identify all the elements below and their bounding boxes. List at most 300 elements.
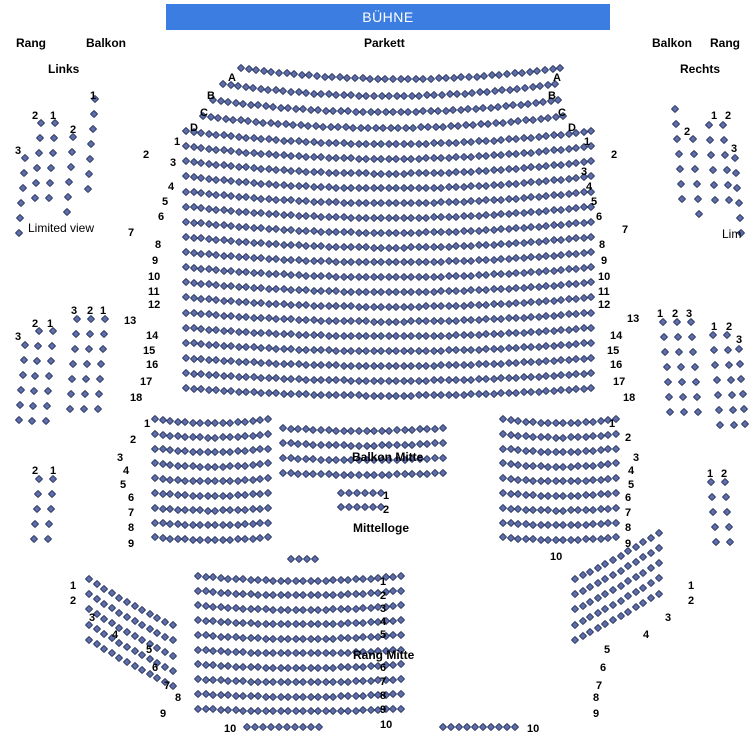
seat[interactable] [736, 360, 744, 368]
seat[interactable] [452, 227, 460, 235]
seat[interactable] [467, 360, 475, 368]
seat[interactable] [579, 294, 587, 302]
seat[interactable] [374, 574, 382, 582]
seat[interactable] [611, 459, 619, 467]
seat[interactable] [467, 375, 475, 383]
seat[interactable] [586, 598, 594, 606]
seat[interactable] [708, 166, 716, 174]
seat[interactable] [624, 547, 632, 555]
seat[interactable] [497, 329, 505, 337]
seat[interactable] [359, 662, 367, 670]
seat[interactable] [431, 439, 439, 447]
seat[interactable] [708, 493, 716, 501]
seat[interactable] [18, 184, 26, 192]
seat[interactable] [724, 523, 732, 531]
seat[interactable] [511, 723, 519, 731]
seat[interactable] [688, 333, 696, 341]
seat[interactable] [344, 692, 352, 700]
seat[interactable] [735, 345, 743, 353]
seat[interactable] [542, 207, 550, 215]
seat[interactable] [344, 648, 352, 656]
seat[interactable] [182, 218, 190, 226]
seat[interactable] [241, 432, 249, 440]
seat[interactable] [604, 490, 612, 498]
seat[interactable] [601, 620, 609, 628]
seat[interactable] [639, 538, 647, 546]
seat[interactable] [269, 678, 277, 686]
seat[interactable] [587, 293, 595, 301]
seat[interactable] [611, 533, 619, 541]
seat[interactable] [64, 193, 72, 201]
seat[interactable] [714, 391, 722, 399]
seat[interactable] [497, 195, 505, 203]
seat[interactable] [736, 214, 744, 222]
seat[interactable] [706, 136, 714, 144]
seat[interactable] [94, 405, 102, 413]
seat[interactable] [587, 369, 595, 377]
seat[interactable] [96, 375, 104, 383]
seat[interactable] [497, 240, 505, 248]
seat[interactable] [437, 272, 445, 280]
seat[interactable] [407, 169, 415, 177]
seat[interactable] [482, 300, 490, 308]
seat[interactable] [546, 97, 554, 105]
seat[interactable] [730, 421, 738, 429]
seat[interactable] [728, 391, 736, 399]
seat[interactable] [710, 346, 718, 354]
seat[interactable] [438, 469, 446, 477]
seat[interactable] [572, 325, 580, 333]
seat[interactable] [211, 477, 219, 485]
seat[interactable] [482, 196, 490, 204]
seat[interactable] [374, 588, 382, 596]
seat[interactable] [226, 418, 234, 426]
seat[interactable] [467, 197, 475, 205]
seat[interactable] [690, 363, 698, 371]
seat[interactable] [564, 235, 572, 243]
seat[interactable] [427, 74, 435, 82]
seat[interactable] [248, 520, 256, 528]
seat[interactable] [34, 149, 42, 157]
seat[interactable] [542, 177, 550, 185]
seat[interactable] [534, 163, 542, 171]
seat[interactable] [551, 113, 559, 121]
seat[interactable] [589, 447, 597, 455]
seat[interactable] [437, 376, 445, 384]
seat[interactable] [589, 491, 597, 499]
seat[interactable] [467, 390, 475, 398]
seat[interactable] [512, 344, 520, 352]
seat[interactable] [68, 148, 76, 156]
seat[interactable] [512, 135, 520, 143]
seat[interactable] [80, 405, 88, 413]
seat[interactable] [528, 83, 536, 91]
seat[interactable] [396, 616, 404, 624]
seat[interactable] [497, 151, 505, 159]
seat[interactable] [556, 64, 564, 72]
seat[interactable] [712, 376, 720, 384]
seat[interactable] [624, 577, 632, 585]
seat[interactable] [539, 98, 547, 106]
seat[interactable] [693, 393, 701, 401]
seat[interactable] [28, 417, 36, 425]
seat[interactable] [594, 594, 602, 602]
seat[interactable] [407, 258, 415, 266]
seat[interactable] [15, 229, 23, 237]
seat[interactable] [596, 417, 604, 425]
seat[interactable] [514, 117, 522, 125]
seat[interactable] [85, 170, 93, 178]
seat[interactable] [351, 633, 359, 641]
seat[interactable] [408, 440, 416, 448]
seat[interactable] [101, 315, 109, 323]
seat[interactable] [437, 198, 445, 206]
seat[interactable] [21, 154, 29, 162]
seat[interactable] [738, 390, 746, 398]
seat[interactable] [43, 402, 51, 410]
seat[interactable] [396, 601, 404, 609]
seat[interactable] [407, 317, 415, 325]
seat[interactable] [424, 123, 432, 131]
seat[interactable] [226, 448, 234, 456]
seat[interactable] [35, 475, 43, 483]
seat[interactable] [439, 122, 447, 130]
seat[interactable] [45, 372, 53, 380]
seat[interactable] [263, 444, 271, 452]
seat[interactable] [654, 559, 662, 567]
seat[interactable] [564, 385, 572, 393]
seat[interactable] [609, 586, 617, 594]
seat[interactable] [256, 504, 264, 512]
seat[interactable] [579, 128, 587, 136]
seat[interactable] [534, 222, 542, 230]
seat[interactable] [263, 518, 271, 526]
seat[interactable] [601, 605, 609, 613]
seat[interactable] [722, 166, 730, 174]
seat[interactable] [95, 390, 103, 398]
seat[interactable] [659, 318, 667, 326]
seat[interactable] [32, 357, 40, 365]
seat[interactable] [84, 185, 92, 193]
seat[interactable] [557, 236, 565, 244]
seat[interactable] [329, 576, 337, 584]
seat[interactable] [35, 327, 43, 335]
seat[interactable] [557, 281, 565, 289]
seat[interactable] [73, 315, 81, 323]
seat[interactable] [721, 151, 729, 159]
seat[interactable] [482, 152, 490, 160]
seat[interactable] [81, 390, 89, 398]
seat[interactable] [692, 180, 700, 188]
seat[interactable] [438, 454, 446, 462]
seat[interactable] [512, 224, 520, 232]
seat[interactable] [32, 505, 40, 513]
seat[interactable] [542, 162, 550, 170]
seat[interactable] [586, 613, 594, 621]
seat[interactable] [329, 663, 337, 671]
seat[interactable] [263, 474, 271, 482]
seat[interactable] [474, 316, 482, 324]
seat[interactable] [374, 618, 382, 626]
seat[interactable] [572, 144, 580, 152]
seat[interactable] [482, 181, 490, 189]
seat[interactable] [226, 462, 234, 470]
seat[interactable] [589, 520, 597, 528]
seat[interactable] [587, 354, 595, 362]
seat[interactable] [407, 184, 415, 192]
seat[interactable] [587, 308, 595, 316]
seat[interactable] [724, 346, 732, 354]
seat[interactable] [574, 535, 582, 543]
seat[interactable] [359, 706, 367, 714]
seat[interactable] [712, 538, 720, 546]
seat[interactable] [452, 138, 460, 146]
seat[interactable] [512, 194, 520, 202]
seat[interactable] [48, 149, 56, 157]
seat[interactable] [497, 344, 505, 352]
seat[interactable] [68, 375, 76, 383]
seat[interactable] [471, 104, 479, 112]
seat[interactable] [611, 415, 619, 423]
seat[interactable] [359, 691, 367, 699]
seat[interactable] [534, 133, 542, 141]
seat[interactable] [92, 580, 100, 588]
seat[interactable] [559, 433, 567, 441]
seat[interactable] [675, 348, 683, 356]
seat[interactable] [604, 504, 612, 512]
seat[interactable] [87, 315, 95, 323]
seat[interactable] [88, 125, 96, 133]
seat[interactable] [344, 590, 352, 598]
seat[interactable] [431, 454, 439, 462]
seat[interactable] [572, 385, 580, 393]
seat[interactable] [374, 662, 382, 670]
seat[interactable] [467, 271, 475, 279]
seat[interactable] [168, 682, 176, 690]
seat[interactable] [314, 591, 322, 599]
seat[interactable] [661, 348, 669, 356]
seat[interactable] [715, 406, 723, 414]
seat[interactable] [691, 165, 699, 173]
seat[interactable] [564, 205, 572, 213]
seat[interactable] [611, 518, 619, 526]
seat[interactable] [579, 249, 587, 257]
seat[interactable] [587, 202, 595, 210]
seat[interactable] [687, 318, 695, 326]
seat[interactable] [18, 371, 26, 379]
seat[interactable] [589, 432, 597, 440]
seat[interactable] [660, 333, 668, 341]
seat[interactable] [557, 130, 565, 138]
seat[interactable] [594, 624, 602, 632]
seat[interactable] [519, 164, 527, 172]
seat[interactable] [601, 560, 609, 568]
seat[interactable] [609, 616, 617, 624]
seat[interactable] [694, 195, 702, 203]
seat[interactable] [87, 140, 95, 148]
seat[interactable] [501, 102, 509, 110]
seat[interactable] [377, 503, 385, 511]
seat[interactable] [543, 81, 551, 89]
seat[interactable] [506, 118, 514, 126]
seat[interactable] [564, 175, 572, 183]
seat[interactable] [497, 166, 505, 174]
seat[interactable] [468, 89, 476, 97]
seat[interactable] [168, 651, 176, 659]
seat[interactable] [83, 360, 91, 368]
seat[interactable] [647, 533, 655, 541]
seat[interactable] [740, 405, 748, 413]
seat[interactable] [723, 508, 731, 516]
seat[interactable] [437, 346, 445, 354]
seat[interactable] [596, 446, 604, 454]
seat[interactable] [389, 572, 397, 580]
seat[interactable] [557, 266, 565, 274]
seat[interactable] [69, 360, 77, 368]
seat[interactable] [531, 99, 539, 107]
seat[interactable] [437, 287, 445, 295]
seat[interactable] [49, 327, 57, 335]
seat[interactable] [504, 225, 512, 233]
seat[interactable] [665, 393, 673, 401]
seat[interactable] [616, 552, 624, 560]
seat[interactable] [604, 430, 612, 438]
seat[interactable] [467, 167, 475, 175]
seat[interactable] [20, 356, 28, 364]
seat[interactable] [601, 590, 609, 598]
seat[interactable] [527, 148, 535, 156]
seat[interactable] [564, 160, 572, 168]
seat[interactable] [616, 567, 624, 575]
seat[interactable] [654, 574, 662, 582]
seat[interactable] [467, 138, 475, 146]
seat[interactable] [587, 127, 595, 135]
seat[interactable] [529, 115, 537, 123]
seat[interactable] [654, 529, 662, 537]
seat[interactable] [632, 603, 640, 611]
seat[interactable] [392, 258, 400, 266]
seat[interactable] [674, 150, 682, 158]
seat[interactable] [437, 183, 445, 191]
seat[interactable] [489, 240, 497, 248]
seat[interactable] [423, 454, 431, 462]
seat[interactable] [438, 424, 446, 432]
seat[interactable] [664, 378, 672, 386]
seat[interactable] [284, 678, 292, 686]
seat[interactable] [438, 439, 446, 447]
seat[interactable] [86, 330, 94, 338]
seat[interactable] [50, 134, 58, 142]
seat[interactable] [709, 508, 717, 516]
seat[interactable] [366, 677, 374, 685]
seat[interactable] [572, 340, 580, 348]
seat[interactable] [248, 461, 256, 469]
seat[interactable] [92, 610, 100, 618]
seat[interactable] [314, 620, 322, 628]
seat[interactable] [317, 346, 325, 354]
seat[interactable] [587, 248, 595, 256]
seat[interactable] [42, 417, 50, 425]
seat[interactable] [44, 387, 52, 395]
seat[interactable] [21, 341, 29, 349]
seat[interactable] [241, 447, 249, 455]
seat[interactable] [596, 520, 604, 528]
seat[interactable] [362, 258, 370, 266]
seat[interactable] [489, 226, 497, 234]
seat[interactable] [452, 346, 460, 354]
seat[interactable] [559, 477, 567, 485]
seat[interactable] [254, 605, 262, 613]
seat[interactable] [737, 229, 745, 237]
seat[interactable] [299, 649, 307, 657]
seat[interactable] [48, 490, 56, 498]
seat[interactable] [571, 620, 579, 628]
seat[interactable] [497, 210, 505, 218]
seat[interactable] [332, 213, 340, 221]
seat[interactable] [299, 678, 307, 686]
seat[interactable] [542, 192, 550, 200]
seat[interactable] [519, 179, 527, 187]
seat[interactable] [544, 477, 552, 485]
seat[interactable] [589, 461, 597, 469]
seat[interactable] [587, 384, 595, 392]
seat[interactable] [519, 194, 527, 202]
seat[interactable] [409, 123, 417, 131]
seat[interactable] [542, 132, 550, 140]
seat[interactable] [336, 620, 344, 628]
seat[interactable] [586, 583, 594, 591]
seat[interactable] [587, 142, 595, 150]
seat[interactable] [662, 363, 670, 371]
seat[interactable] [624, 562, 632, 570]
seat[interactable] [709, 331, 717, 339]
seat[interactable] [482, 226, 490, 234]
seat[interactable] [389, 631, 397, 639]
seat[interactable] [527, 238, 535, 246]
seat[interactable] [497, 359, 505, 367]
seat[interactable] [572, 264, 580, 272]
seat[interactable] [564, 220, 572, 228]
seat[interactable] [497, 136, 505, 144]
seat[interactable] [482, 330, 490, 338]
seat[interactable] [422, 376, 430, 384]
seat[interactable] [729, 406, 737, 414]
seat[interactable] [452, 168, 460, 176]
seat[interactable] [48, 342, 56, 350]
seat[interactable] [557, 251, 565, 259]
seat[interactable] [524, 100, 532, 108]
seat[interactable] [374, 632, 382, 640]
seat[interactable] [513, 85, 521, 93]
seat[interactable] [527, 223, 535, 231]
seat[interactable] [437, 213, 445, 221]
seat[interactable] [256, 445, 264, 453]
seat[interactable] [611, 430, 619, 438]
seat[interactable] [695, 210, 703, 218]
seat[interactable] [519, 209, 527, 217]
seat[interactable] [512, 150, 520, 158]
seat[interactable] [256, 475, 264, 483]
seat[interactable] [85, 635, 93, 643]
seat[interactable] [571, 605, 579, 613]
seat[interactable] [741, 420, 749, 428]
seat[interactable] [31, 194, 39, 202]
seat[interactable] [692, 378, 700, 386]
seat[interactable] [31, 520, 39, 528]
seat[interactable] [359, 589, 367, 597]
seat[interactable] [370, 441, 378, 449]
seat[interactable] [241, 461, 249, 469]
